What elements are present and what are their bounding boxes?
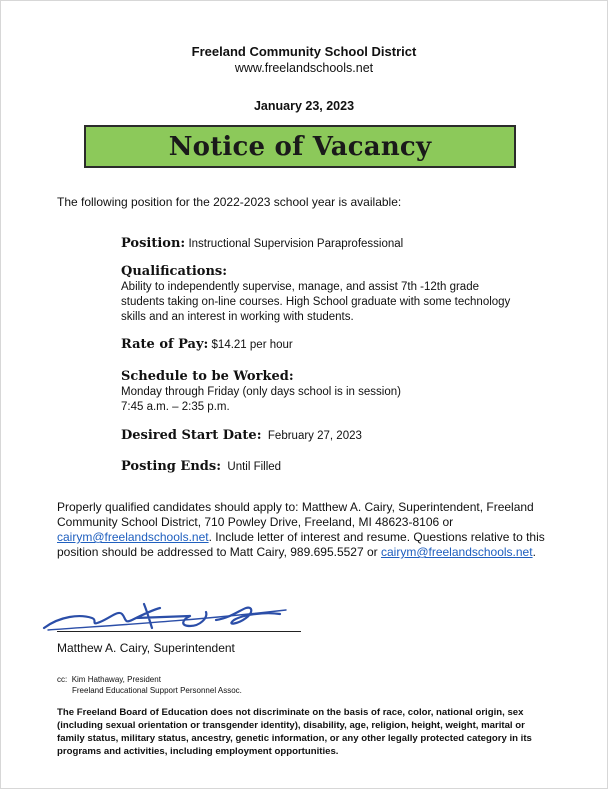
signer-name: Matthew A. Cairy, Superintendent (57, 641, 235, 655)
signature-image (40, 596, 290, 641)
start-date-section (121, 428, 541, 444)
nondiscrimination-policy: The Freeland Board of Education does not discriminate on the basis of race, color, national origin, sex (including sexual orientation or transgender identity), disability, age, religion, height, weight, marital or family status, military status, ancestry, genetic information, or any other legally protected category in its programs and activities, including employment opportunities. (57, 707, 532, 757)
schedule-section (121, 369, 541, 415)
posting-ends-value: Until Filled (227, 461, 282, 473)
page-title: Notice of Vacancy (168, 131, 432, 162)
posting-ends-section (121, 459, 541, 475)
apply-line (57, 530, 557, 545)
qualifications-line: students taking on-line courses. High School graduate with some technology (121, 296, 511, 308)
start-date-label: Desired Start Date: (121, 428, 262, 443)
email-link[interactable]: cairym@freelandschools.net (57, 530, 209, 544)
position-section (121, 236, 541, 252)
apply-line (57, 545, 557, 560)
cc-block (57, 674, 242, 696)
cc-recipient-org: Freeland Educational Support Personnel Assoc. (72, 686, 242, 695)
apply-text: position should be addressed to Matt Cairy, 989.695.5527 or (57, 545, 381, 559)
position-value: Instructional Supervision Paraprofessional (188, 238, 404, 250)
signature-line (57, 631, 301, 632)
cc-prefix: cc: (57, 675, 68, 684)
start-date-value: February 27, 2023 (267, 430, 362, 442)
application-instructions (57, 500, 557, 560)
apply-line: Community School District, 710 Powley Drive, Freeland, MI 48623-8106 or (57, 515, 454, 529)
schedule-line: 7:45 a.m. – 2:35 p.m. (121, 401, 230, 413)
org-website: www.freelandschools.net (234, 61, 374, 75)
email-link[interactable]: cairym@freelandschools.net (380, 545, 533, 559)
cc-line (57, 685, 242, 696)
intro-text: The following position for the 2022-2023 school year is available: (57, 195, 402, 209)
qualifications-label: Qualifications: (121, 264, 228, 279)
qualifications-line: Ability to independently supervise, manage, and assist 7th -12th grade (121, 281, 479, 293)
apply-line: Properly qualified candidates should apply to: Matthew A. Cairy, Superintendent, Freeland (57, 500, 534, 514)
schedule-label: Schedule to be Worked: (121, 369, 294, 384)
apply-text: . (532, 545, 536, 559)
apply-text: . Include letter of interest and resume. Questions relative to this (208, 530, 545, 544)
cc-line (57, 674, 242, 685)
position-label: Position: (121, 236, 186, 251)
title-banner (84, 125, 516, 168)
rate-label: Rate of Pay: (121, 337, 209, 352)
org-name: Freeland Community School District (191, 44, 417, 59)
posting-ends-label: Posting Ends: (121, 459, 221, 474)
qualifications-section (121, 264, 541, 325)
rate-value: $14.21 per hour (211, 339, 293, 351)
document-date: January 23, 2023 (253, 99, 355, 113)
schedule-line: Monday through Friday (only days school is in session) (121, 386, 401, 398)
cc-recipient: Kim Hathaway, President (71, 675, 161, 684)
qualifications-line: skills and an interest in working with students. (121, 311, 354, 323)
rate-section (121, 337, 541, 353)
